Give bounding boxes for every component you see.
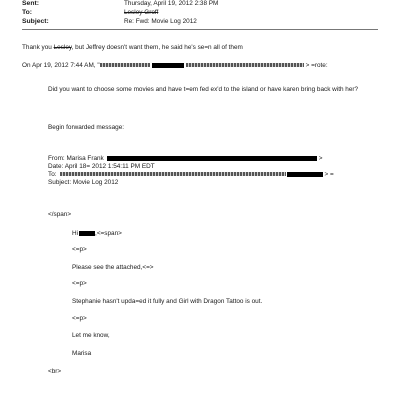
forwarded-message-label: Begin forwarded message: — [48, 124, 125, 131]
paragraph-tag: <=p> — [72, 280, 87, 287]
sent-label: Sent: — [22, 0, 39, 7]
signature: Marisa — [72, 350, 92, 357]
br-tag: <br> — [48, 368, 62, 375]
fwd-from-tail: > — [318, 155, 323, 162]
fwd-from-text: From: Marisa Frank — [48, 155, 104, 162]
to-value: Lesley Groff — [124, 9, 159, 16]
to-label: To: — [22, 9, 33, 16]
fwd-to-tail: > = — [324, 171, 334, 178]
paragraph-tag: <=p> — [72, 246, 87, 253]
fwd-subject-line: Subject: Movie Log 2012 — [48, 179, 119, 186]
redaction-scribble — [60, 172, 286, 176]
quote-header-start: On Apr 19, 2012 7:44 AM, " — [22, 62, 100, 69]
reply-line — [22, 44, 243, 52]
quoted-question: Did you want to choose some movies and have t=em fed ex'd to the island or have karen bring back with her? — [48, 86, 359, 93]
fwd-to-text: To: — [48, 171, 57, 178]
greeting-line — [72, 230, 122, 238]
subject-value: Re: Fwd: Movie Log 2012 — [124, 18, 197, 25]
greeting-tail: ,<=span> — [95, 230, 122, 237]
redaction-bar — [107, 156, 317, 161]
reply-text-end: , but Jeffrey doesn't want them, he said he's se=n all of them — [71, 44, 243, 51]
redaction-bar — [79, 231, 95, 236]
stephanie-line: Stephanie hasn't upda=ed it fully and Girl with Dragon Tattoo is out. — [72, 298, 263, 305]
sent-value: Thursday, April 19, 2012 2:38 PM — [124, 0, 219, 7]
quote-header-line — [22, 62, 328, 70]
span-close-tag: </span> — [48, 211, 72, 218]
reply-redacted-name: Lesley — [53, 44, 72, 51]
quote-header-end: > =rote: — [305, 62, 328, 69]
header-divider — [22, 29, 378, 30]
redaction-bar — [152, 63, 184, 68]
attached-line: Please see the attached,<=> — [72, 264, 154, 271]
fwd-to-line — [48, 171, 334, 179]
paragraph-tag: <=p> — [72, 315, 87, 322]
redaction-scribble — [186, 63, 304, 67]
fwd-from-line — [48, 155, 322, 163]
redaction-bar — [287, 172, 323, 177]
subject-label: Subject: — [22, 18, 49, 25]
fwd-date-line: Date: April 18= 2012 1:54:11 PM EDT — [48, 163, 155, 170]
reply-text-start: Thank you — [22, 44, 54, 51]
redaction-scribble — [100, 63, 150, 67]
greeting-text: Hi — [72, 230, 79, 237]
let-me-know-line: Let me know, — [72, 332, 110, 339]
